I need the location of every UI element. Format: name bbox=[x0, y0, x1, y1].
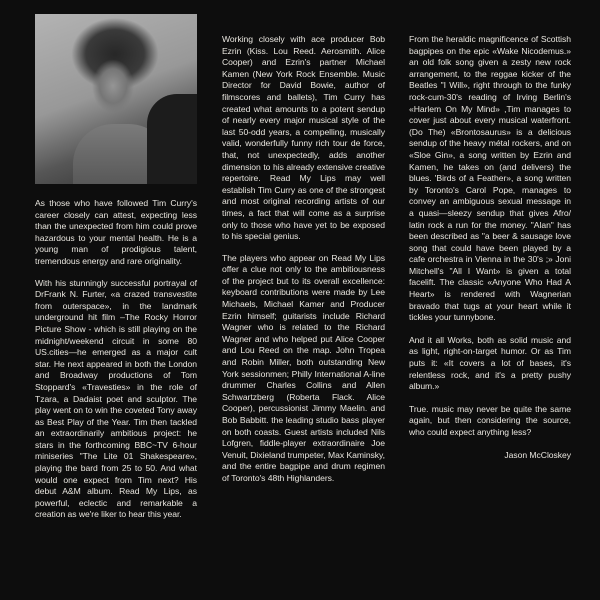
paragraph: And it all Works, both as solid music and as light, right-on-target humor. Or as Tim puts it: «It covers a lot of bases, it's relentless rock, and it's a pretty pushy album.» bbox=[409, 334, 571, 392]
column-2 bbox=[222, 34, 385, 495]
portrait-photo bbox=[35, 14, 197, 184]
photo-jacket bbox=[147, 94, 197, 184]
column-1 bbox=[35, 14, 197, 531]
paragraph: The players who appear on Read My Lips offer a clue not only to the ambitiousness of the project but to its overall excellence: keyboard contributions were made by Lee Michaels, Michael Kamer and Producer Ezrin himself; guitarists include Richard Wagner who is related to the Richard Wagner and who helped put Alice Cooper and Lou Reed on the map. John Tropea and Robin Miller, both outstanding New York sessionmen; Philly International A-line drummer Charles Collins and Allen Schwartzberg (Roberta Flack. Alice Cooper), percussionist Jimmy Maelin. and Bob Babbitt. the leading studio bass player on both coasts. Guest artists included Nils Lofgren, fiddle-player extraordinaire Joe Venuit, Dixieland trumpeter, Max Kaminsky, and the entire bagpipe and drum regimen of Toronto's 48th Highlanders. bbox=[222, 252, 386, 483]
paragraph: Working closely with ace producer Bob Ezrin (Kiss. Lou Reed. Aerosmith. Alice Cooper) and Ezrin's partner Michael Kamen (New York Rock Ensemble. Music Director for David Bowie, author of filmscores and ballets), Tim Curry has created what amounts to a potent sendup of nearly every major musical style of the last 50-odd years, a compelling, musically valid, wonderfully funny rich tour de force, that, not unexpectedly, adds another dimension to his already extensive creative repertoire. Read My Lips may well establish Tim Curry as one of the strongest and most original recording artists of our times, a fact that will come as a surprise only to those who have yet to be exposed to his special genius. bbox=[222, 34, 385, 242]
paragraph: From the heraldic magnificence of Scottish bagpipes on the epic «Wake Nicodemus.» an old folk song given a zesty new rock arrangement, to the reggae kicker of the Beatles "I Will», right through to the funky rock-cum-30's reading of Irving Berlin's «Harlem On My Mind» ,Tim manages to cover just about every musical waterfront. (Do The) «Brontosaurus» is a delicious sendup of the heavy métal rockers, and on «Sloe Gin», a song written by Ezrin and Kamen, he takes on (and delivers) the blues. 'Birds of a Feather», a song written by Toronto's Carol Pope, manages to convey an ambiguous sexual message in a quasi—sleezy sendup that gives Afro/ latin rock a run for the money. "Alan" has been described as "a beer & sausage love song that could have been played by a cafe orchestra in Vienna in the 30's ;» Joni Mitchell's "All I Want» is given a total facelift. The classic «Anyone Who Had A Heart» is rendered with Wagnerian bravado that tugs at your heart while it tickles your tunnybone. bbox=[409, 34, 571, 323]
column-3 bbox=[409, 34, 571, 472]
paragraph: With his stunningly successful portrayal of DrFrank N. Furter, «a crazed transvestite from outerspace», in the landmark underground hit film –The Rocky Horror Picture Show - which is still playing on the midnight/weekend circuit in some 80 US.cities—he emerged as a major cult star. He next appeared in both the London and Broadway productions of Tom Stoppard's «Travesties» in the role of Tzara, a Dadaist poet and sculptor. The play went on to win the coveted Tony away as Best Play of the Year. Tim then tackled an extraordinarily ambitious project: he stars in the forthcoming BBC~TV 6-hour miniseries "The Lite 01 Shakespeare», playing the bard from 25 to 50. And what would one expect from Tim next? His debut A&M album. Read My Lips, as powerful, eclectic and remarkable a creation as we're liker to hear this year. bbox=[35, 277, 197, 520]
paragraph: As those who have followed Tim Curry's career closely can attest, expecting less than the unexpected from him could prove hazardous to your mental health. He is a young man of prodigious talent, tremendous energy and rare originality. bbox=[35, 198, 197, 266]
author-signature: Jason McCloskey bbox=[504, 449, 571, 460]
paragraph: True. music may never be quite the same again, but then considering the source, who could expect anything less? bbox=[409, 403, 571, 437]
